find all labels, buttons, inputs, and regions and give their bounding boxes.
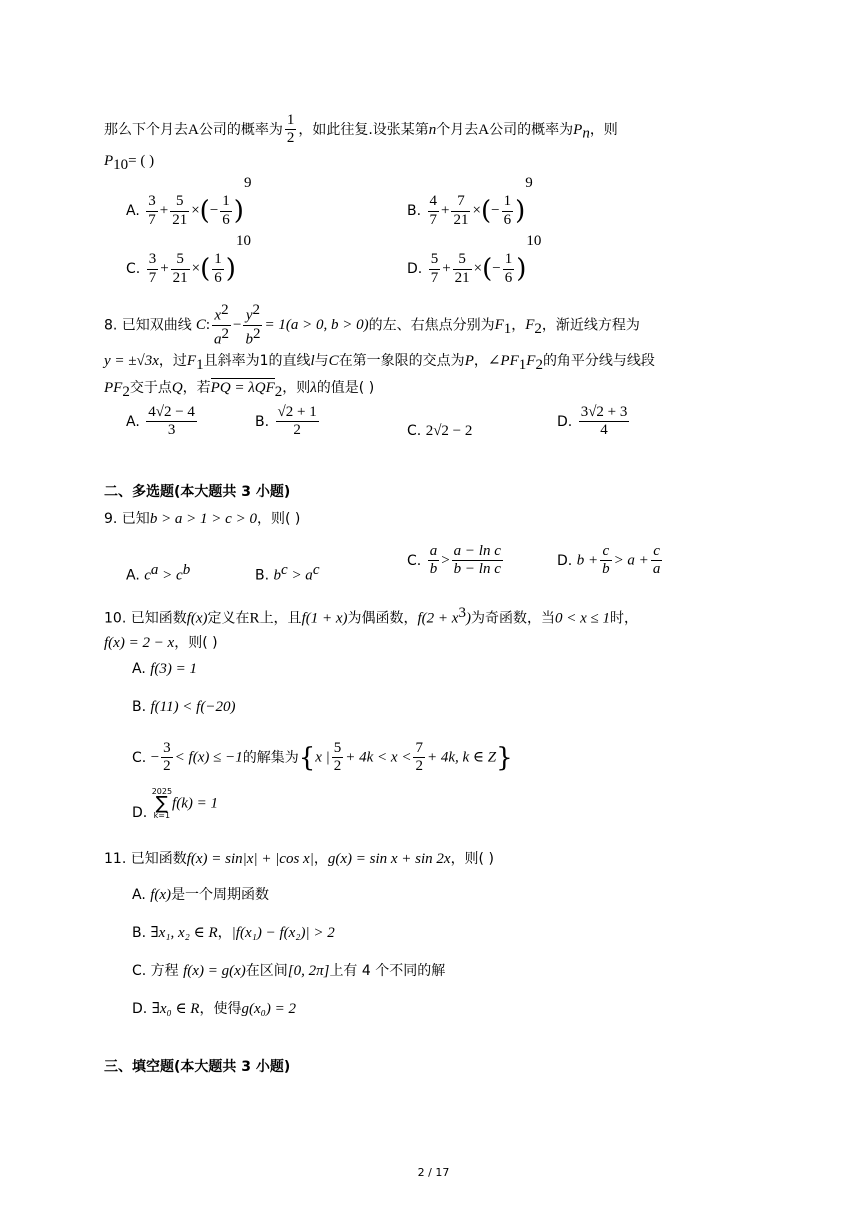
q10-c-frac — [161, 740, 173, 776]
q11-f-def: f(x) = sin|x| + |cos x| — [186, 851, 314, 867]
q10-f2x-exp: 3 — [458, 605, 466, 621]
f-den: 7 — [429, 211, 438, 228]
q10-c-mid: < f(x) ≤ −1 — [174, 749, 243, 766]
q10-option-a[interactable] — [132, 662, 197, 677]
q7-p10-sub: 10 — [113, 156, 129, 173]
q10-f1x: f(1 + x) — [301, 610, 348, 627]
q11-opt-label: D. — [132, 1001, 148, 1017]
q8-yfrac: $\frac{y^2}{b^2}$ — [245, 302, 261, 348]
q11-d-text: ，使得 — [199, 1001, 242, 1017]
q11-a-math: f(x) — [150, 887, 172, 903]
q7-opt-a-label: A. — [126, 203, 140, 219]
q7-text-d: 个月去 — [436, 121, 479, 138]
q9-b-base: b — [273, 567, 282, 584]
q10-range: 0 < x ≤ 1 — [554, 610, 610, 627]
q11-a-text: 是一个周期函数 — [171, 887, 270, 903]
f-den: 2 — [163, 758, 171, 775]
q9-b-exp2: c — [312, 562, 320, 578]
f-num: 5 — [332, 740, 344, 758]
f-den: 7 — [148, 211, 156, 228]
f-den: 2 — [293, 422, 301, 439]
q8-lambda: λ — [310, 380, 317, 396]
f-num: 5 — [171, 251, 190, 269]
q8-vector: PQ = λQF — [210, 380, 275, 396]
q9-c-lfrac — [428, 543, 440, 579]
q8-eq-tail: = 1(a > 0, b > 0) — [264, 316, 369, 333]
q11-b-math2: |f(x₁) − f(x₂)| > 2 — [231, 925, 335, 941]
q8-text: 在第一象限的交点为 — [338, 353, 465, 369]
f-num: 4√2 − 4 — [146, 404, 197, 422]
q10-f2x-end: ) — [465, 610, 471, 627]
q7-n: n — [428, 121, 437, 138]
q9-opt-label: B. — [255, 567, 270, 584]
q7-text-c: ，如此往复.设张某第 — [298, 121, 429, 138]
q11-opt-label: C. 方程 — [132, 963, 179, 979]
q9-d-a: b + — [576, 552, 599, 569]
q11-g-def: g(x) = sin x + sin 2x — [327, 851, 451, 867]
q8-opt-b-frac — [276, 404, 319, 440]
q11-opt-label: A. — [132, 887, 146, 903]
q7-text-e: 公司的概率为 — [489, 121, 574, 138]
f-num: 1 — [502, 193, 514, 211]
q10-text: 上，且 — [259, 610, 302, 627]
q10-opt-label: B. — [132, 699, 147, 715]
q7-option-a[interactable]: A. $\frac{3}{7}$ + $\frac{5}{21}$ ×(− $\frac{1}{6}$ )$^9$ — [126, 175, 252, 228]
q10-stem-line2 — [104, 636, 218, 651]
f-den: 21 — [453, 211, 469, 228]
exp: 10 — [526, 233, 542, 249]
f-num: 5 — [453, 251, 472, 269]
q9-text: 9. 已知 — [104, 511, 150, 527]
q7-company-a-2: A — [478, 121, 490, 138]
q8-line1: 8. 已知双曲线 C: $\frac{x^2}{a^2}$ − $\frac{y^2}{b^2}$ = 1(a > 0, b > 0)的左、右焦点分别为$F_1$，$F_2$，渐近线方程为 — [104, 302, 640, 348]
q11-option-c[interactable] — [132, 964, 445, 979]
q8-text: 的值是( ) — [316, 380, 375, 396]
exp: 10 — [235, 233, 251, 249]
q8-option-d[interactable] — [557, 404, 631, 440]
q10-c-text: 的解集为 — [242, 749, 299, 766]
f-den: b — [429, 561, 438, 578]
q7-half-num: 1 — [285, 112, 297, 130]
f-den: 6 — [504, 269, 513, 286]
f-den: 6 — [222, 211, 230, 228]
f-num: 1 — [212, 251, 224, 269]
f-num: 7 — [451, 193, 470, 211]
f-num: 5 — [429, 251, 441, 269]
q10-text: ，则( ) — [174, 635, 218, 651]
q9-d-f2 — [651, 543, 663, 579]
q8-p: P — [464, 353, 474, 369]
f-den: 2 — [415, 758, 423, 775]
q8-opt-d-frac — [579, 404, 630, 440]
f-num: 1 — [220, 193, 232, 211]
f-num: c — [651, 543, 663, 561]
q8-b: b — [245, 331, 253, 348]
q7-opt-b-f2 — [451, 193, 470, 229]
q9-option-d[interactable] — [557, 543, 664, 579]
q9-d-mid: > a + — [613, 552, 649, 569]
exp: 9 — [525, 175, 533, 191]
q9-text: ，则( ) — [256, 511, 301, 527]
q8-option-b[interactable] — [255, 404, 321, 440]
f-num: √2 + 1 — [276, 404, 319, 422]
q11-text: ，则( ) — [450, 851, 494, 867]
q10-d-bot: k=1 — [153, 811, 171, 821]
q7-opt-d-f2 — [453, 251, 472, 287]
q10-text: 10. 已知函数 — [104, 610, 187, 627]
q10-text: 为偶函数， — [347, 610, 418, 627]
f-den: 7 — [430, 269, 439, 286]
q7-opt-c-label: C. — [126, 261, 141, 277]
f-num: 4 — [428, 193, 440, 211]
q10-option-c[interactable]: C. − $\frac{3}{2}$ < f(x) ≤ −1的解集为{x | $\frac{5}{2}$ + 4k < x < $\frac{7}{2}$ + 4k, k ∈ Z} — [132, 740, 513, 775]
q10-d-sum — [152, 788, 172, 820]
q10-c-set-b: + 4k < x < — [345, 749, 412, 766]
times: × — [191, 260, 201, 277]
sign: − — [491, 202, 500, 219]
f-den: b − ln c — [453, 561, 501, 578]
q7-company-a: A — [188, 121, 199, 138]
page-number: 2 / 17 — [417, 1166, 450, 1179]
q8-text: 8. 已知双曲线 — [104, 317, 192, 334]
q10-opt-label: D. — [132, 805, 148, 822]
q8-text-c: ，渐近线方程为 — [541, 317, 640, 334]
q9-opt-label: A. — [126, 567, 140, 584]
q7-opt-c-f2 — [171, 251, 190, 287]
f-den: 7 — [148, 269, 157, 286]
q7-opt-d-label: D. — [407, 261, 423, 277]
f-num: 3√2 + 3 — [579, 404, 630, 422]
q11-option-a[interactable] — [132, 888, 269, 903]
q7-half-den: 2 — [286, 130, 295, 147]
q10-a-math: f(3) = 1 — [150, 661, 198, 677]
q8-x: x — [214, 307, 222, 324]
q9-c-gt: > — [441, 552, 450, 569]
q11-b-sep: ， — [217, 925, 232, 941]
q7-opt-c-f3 — [212, 251, 224, 287]
q9-c-rfrac — [452, 543, 503, 579]
q7-option-d[interactable]: D. $\frac{5}{7}$ + $\frac{5}{21}$ ×(− $\frac{1}{6}$ )$^{10}$ — [407, 233, 542, 286]
q9-condition: b > a > 1 > c > 0 — [149, 511, 257, 527]
q8-f1: F — [494, 316, 504, 333]
f-den: a — [652, 561, 661, 578]
q10-c-s2 — [413, 740, 425, 776]
q8-line3: $PF_2$交于点Q，若PQ = λQF$_2$，则λ的值是( ) — [104, 380, 375, 400]
f-den: b — [602, 561, 610, 578]
q8-line2: y = ±√3x，过$F_1$且斜率为1的直线l与C在第一象限的交点为P，$\angle PF_1F_2$的角平分线与线段 — [104, 353, 655, 373]
f-den: 21 — [172, 211, 188, 228]
q7-opt-a-f1 — [146, 193, 158, 229]
q8-f1-b: F — [186, 353, 197, 369]
f-den: 4 — [600, 422, 608, 439]
q9-a-exp2: b — [182, 562, 191, 578]
q11-c-math2: [0, 2π] — [287, 963, 330, 979]
q11-d-math1: ∃x₀ ∈ R — [151, 1001, 200, 1017]
q11-comma: ， — [313, 851, 328, 867]
q8-option-c[interactable] — [407, 424, 472, 439]
q8-text: 与 — [314, 353, 329, 369]
f-den: 6 — [214, 269, 222, 286]
q10-d-top: 2025 — [151, 787, 173, 796]
q7-opt-c-f1 — [147, 251, 159, 287]
q11-c-text2: 上有 4 个不同的解 — [329, 963, 446, 979]
q8-angle: ∠PF — [487, 353, 519, 369]
q11-option-b[interactable] — [132, 926, 335, 941]
q10-opt-label: C. — [132, 749, 147, 766]
times: × — [472, 202, 481, 219]
q8-opt-label: B. — [255, 413, 270, 430]
q8-text: 交于点 — [129, 380, 172, 396]
q7-opt-a-f2 — [170, 193, 189, 229]
f-num: a — [428, 543, 440, 561]
q7-stem-line — [104, 112, 618, 148]
q8-opt-a-frac — [146, 404, 197, 440]
sign: − — [492, 260, 501, 277]
q8-text: 且斜率为1的直线 — [203, 353, 311, 369]
q7-opt-a-f3 — [220, 193, 232, 229]
f-den: 21 — [172, 269, 188, 286]
q9-stem — [104, 512, 300, 527]
q10-d-sigma: ∑ — [155, 793, 168, 814]
q10-fx: f(x) — [186, 610, 208, 627]
q8-y: y — [245, 307, 253, 324]
f-den: 6 — [503, 211, 512, 228]
q10-stem-line1 — [104, 606, 638, 627]
q8-a: a — [214, 331, 222, 348]
q7-text-a: 那么下个月去 — [104, 121, 188, 138]
f-den: 21 — [454, 269, 470, 286]
q11-b-math1: ∃x₁, x₂ ∈ R — [150, 925, 218, 941]
section-3-title: 三、填空题(本大题共 3 小题) — [104, 1059, 291, 1075]
q10-option-d[interactable] — [132, 788, 218, 820]
q8-opt-c-text: 2√2 − 2 — [425, 423, 473, 439]
q7-option-b[interactable]: B. $\frac{4}{7}$ + $\frac{7}{21}$ ×(− $\frac{1}{6}$ )$^9$ — [407, 175, 533, 228]
q10-text: 定义在 — [207, 610, 250, 627]
q11-text: 11. 已知函数 — [104, 851, 187, 867]
q7-half-fraction — [285, 112, 297, 148]
q9-option-b[interactable] — [255, 563, 319, 584]
q8-xfrac: $\frac{x^2}{a^2}$ — [214, 302, 229, 348]
f-num: 5 — [170, 193, 189, 211]
section-2-title: 二、多选题(本大题共 3 小题) — [104, 484, 291, 500]
f-num: 3 — [147, 251, 159, 269]
q7-text-b: 公司的概率为 — [198, 121, 283, 138]
q8-text: ，则 — [282, 380, 311, 396]
q10-f2x: f(2 + x — [417, 610, 459, 627]
q8-option-a[interactable] — [126, 404, 199, 440]
q9-a-exp: a — [150, 562, 159, 578]
q10-c-minus: − — [150, 749, 160, 766]
q8-opt-label: C. — [407, 423, 422, 439]
sign: − — [209, 202, 219, 219]
f-num: 3 — [161, 740, 173, 758]
q7-p10-line — [104, 154, 154, 173]
q8-text: ，过 — [158, 353, 187, 369]
q7-text-f: ，则 — [589, 121, 618, 138]
q8-opt-label: D. — [557, 413, 573, 430]
f-num: c — [600, 543, 612, 561]
q8-c-b: C — [328, 353, 339, 369]
q9-b-gt: > a — [287, 567, 313, 584]
exp: 9 — [243, 175, 252, 191]
q11-opt-label: B. — [132, 925, 147, 941]
q7-p10-tail: = ( ) — [128, 153, 155, 169]
q10-text: 时， — [609, 610, 638, 627]
q8-opt-label: A. — [126, 413, 140, 430]
q9-opt-label: C. — [407, 552, 422, 569]
q9-opt-label: D. — [557, 552, 573, 569]
q7-opt-d-f3 — [503, 251, 515, 287]
q7-opt-b-f3 — [502, 193, 514, 229]
f-num: 3 — [146, 193, 158, 211]
q9-b-exp: c — [281, 562, 288, 578]
q10-opt-label: A. — [132, 661, 146, 677]
q8-text-b: 的左、右焦点分别为 — [368, 317, 495, 334]
q8-f2: F — [525, 316, 535, 333]
q9-d-f1 — [600, 543, 612, 579]
q8-pf2: PF — [104, 380, 123, 396]
q10-c-s1 — [332, 740, 344, 776]
q7-pn-sub: n — [582, 125, 590, 142]
q7-opt-b-f1 — [428, 193, 440, 229]
times: × — [191, 202, 200, 219]
q10-r: R — [249, 610, 260, 627]
q9-a-base: c — [144, 567, 151, 584]
f-num: a − ln c — [452, 543, 503, 561]
q11-d-math2: g(x₀) = 2 — [241, 1001, 296, 1017]
q10-text: 为奇函数，当 — [470, 610, 555, 627]
q8-l: l — [310, 353, 315, 369]
q9-a-gt: > c — [158, 567, 183, 584]
q10-b-math: f(11) < f(−20) — [150, 699, 236, 715]
f-den: 2 — [333, 758, 342, 775]
q8-q: Q — [171, 380, 183, 396]
q8-asymptote: y = ±√3x — [104, 353, 159, 369]
q7-pn: P — [573, 121, 583, 138]
q10-c-set-c: + 4k, k ∈ Z — [426, 749, 497, 766]
q8-text: 的角平分线与线段 — [542, 353, 655, 369]
q10-option-b[interactable] — [132, 700, 235, 715]
f-num: 7 — [413, 740, 425, 758]
q7-option-c[interactable]: C. $\frac{3}{7}$ + $\frac{5}{21}$ ×( $\frac{1}{6}$ )$^{10}$ — [126, 233, 251, 286]
q11-stem — [104, 852, 494, 867]
q11-c-text1: 在区间 — [245, 963, 288, 979]
q10-d-math: f(k) = 1 — [172, 795, 218, 812]
q11-option-d[interactable] — [132, 1002, 296, 1017]
times: × — [473, 260, 483, 277]
q10-c-set-a: x | — [315, 749, 330, 766]
q8-text: ，若 — [182, 380, 211, 396]
q7-opt-b-label: B. — [407, 203, 422, 219]
q9-option-c[interactable] — [407, 543, 505, 579]
f-den: 3 — [167, 422, 176, 439]
q7-opt-d-f1 — [429, 251, 441, 287]
q10-def: f(x) = 2 − x — [104, 635, 175, 651]
f-num: 1 — [503, 251, 515, 269]
q7-p10: P — [104, 153, 114, 169]
q8-c: C — [195, 316, 206, 333]
q11-c-math1: f(x) = g(x) — [183, 963, 246, 979]
q8-colon: : — [205, 316, 210, 333]
q9-option-a[interactable] — [126, 563, 190, 584]
